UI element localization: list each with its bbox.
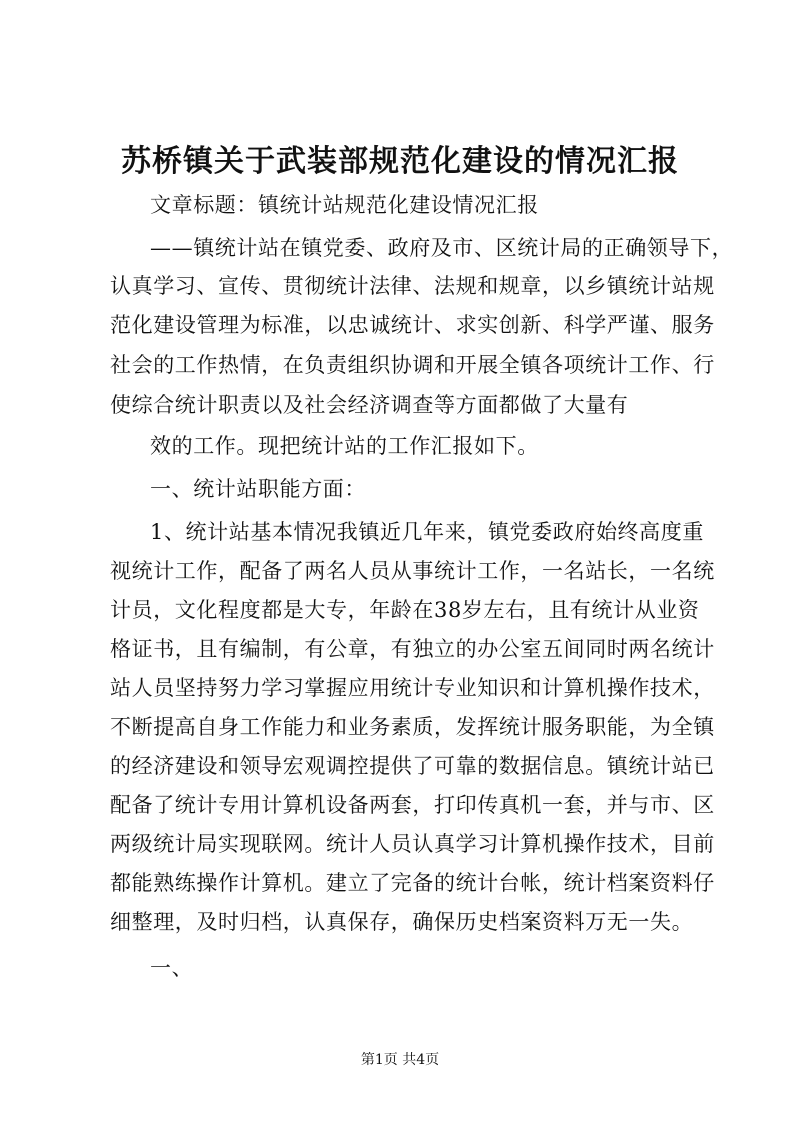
paragraph-line: 都能熟练操作计算机。建立了完备的统计台帐，统计档案资料仔 [110,871,715,895]
paragraph-line: 计员，文化程度都是大专，年龄在38岁左右，且有统计从业资 [110,598,700,622]
paragraph-line: 视统计工作，配备了两名人员从事统计工作，一名站长，一名统 [110,559,715,583]
paragraph-line: 站人员坚持努力学习掌握应用统计专业知识和计算机操作技术， [110,676,715,700]
paragraph-line: 范化建设管理为标准，以忠诚统计、求实创新、科学严谨、服务 [110,313,715,337]
paragraph-line: 配备了统计专用计算机设备两套，打印传真机一套，并与市、区 [110,793,715,817]
article-subtitle: 文章标题：镇统计站规范化建设情况汇报 [150,193,539,217]
paragraph-line: ——镇统计站在镇党委、政府及市、区统计局的正确领导下， [150,236,734,260]
paragraph-line: 效的工作。现把统计站的工作汇报如下。 [150,434,539,458]
section-heading: 一、 [150,956,194,980]
paragraph-line: 社会的工作热情，在负责组织协调和开展全镇各项统计工作、行 [110,353,715,377]
paragraph-line: 不断提高自身工作能力和业务素质，发挥统计服务职能，为全镇 [110,715,715,739]
page-footer: 第1页 共4页 [360,1052,440,1068]
paragraph-line: 的经济建设和领导宏观调控提供了可靠的数据信息。镇统计站已 [110,754,715,778]
document-title: 苏桥镇关于武装部规范化建设的情况汇报 [121,144,679,179]
paragraph-line: 细整理，及时归档，认真保存，确保历史档案资料万无一失。 [110,910,694,934]
paragraph-line: 认真学习、宣传、贯彻统计法律、法规和规章，以乡镇统计站规 [110,274,715,298]
section-heading: 一、统计站职能方面： [150,477,366,501]
paragraph-line: 格证书，且有编制，有公章，有独立的办公室五间同时两名统计 [110,637,715,661]
paragraph-line: 两级统计局实现联网。统计人员认真学习计算机操作技术，目前 [110,832,715,856]
paragraph-line: 使综合统计职责以及社会经济调查等方面都做了大量有 [110,393,629,417]
paragraph-line: 1、统计站基本情况我镇近几年来，镇党委政府始终高度重 [150,520,704,544]
